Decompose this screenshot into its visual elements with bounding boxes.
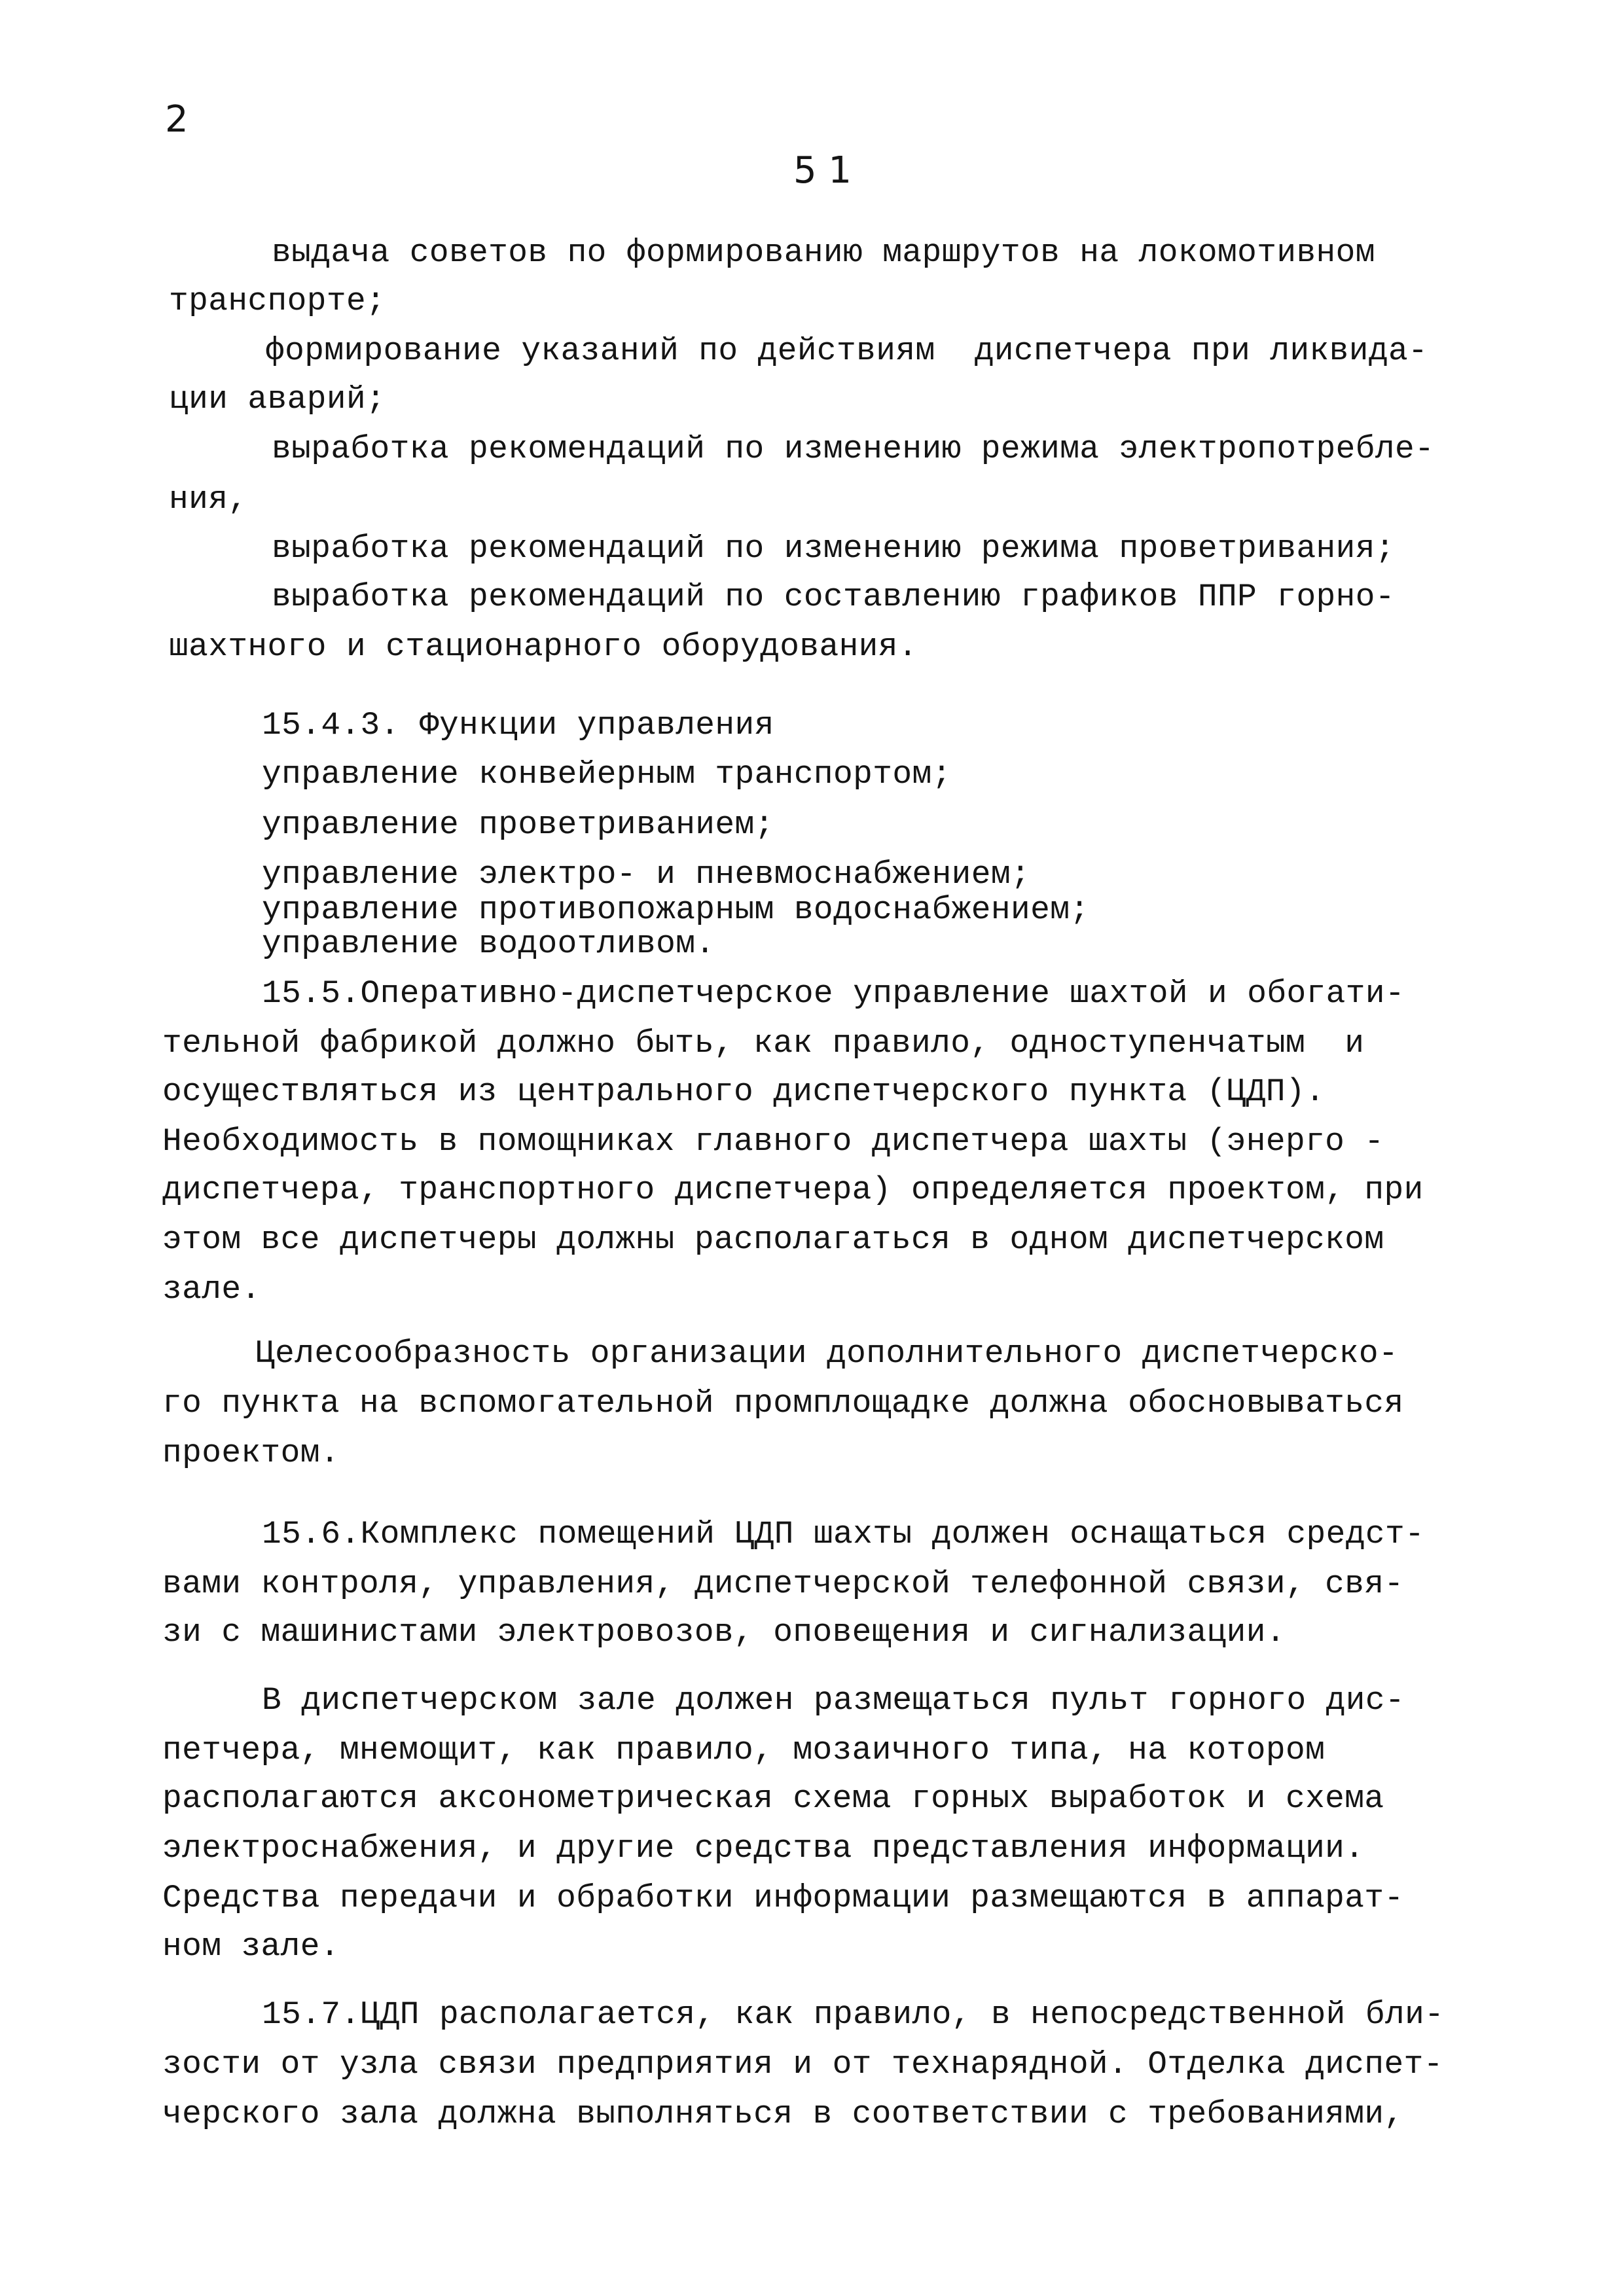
- text-line: зале.: [162, 1271, 261, 1308]
- text-line: управление электро- и пневмоснабжением;: [262, 856, 1031, 893]
- text-line: тельной фабрикой должно быть, как правило, одноступенчатым и: [162, 1025, 1365, 1062]
- text-line: Средства передачи и обработки информации размещаются в аппарат-: [162, 1880, 1404, 1916]
- text-line: 15.6.Комплекс помещений ЦДП шахты должен оснащаться средст-: [262, 1516, 1425, 1552]
- text-line: осуществляться из центрального диспетчерского пункта (ЦДП).: [162, 1073, 1326, 1110]
- text-line: ции аварий;: [169, 381, 386, 418]
- text-line: вами контроля, управления, диспетчерской телефонной связи, свя-: [162, 1566, 1404, 1602]
- text-line: выработка рекомендаций по составлению графиков ППР горно-: [272, 579, 1395, 615]
- text-line: шахтного и стационарного оборудования.: [169, 628, 918, 665]
- text-line: выдача советов по формированию маршрутов на локомотивном: [272, 234, 1375, 271]
- text-line: выработка рекомендаций по изменению режима проветривания;: [272, 530, 1395, 567]
- text-line: проектом.: [162, 1435, 340, 1471]
- text-line: ния,: [169, 481, 248, 518]
- text-line: управление противопожарным водоснабжением;: [262, 891, 1090, 928]
- text-line: диспетчера, транспортного диспетчера) определяется проектом, при: [162, 1172, 1424, 1208]
- text-line: транспорте;: [169, 283, 386, 319]
- text-line: ном зале.: [162, 1928, 340, 1965]
- page-number: 2: [165, 98, 189, 141]
- section-heading: 15.4.3. Функции управления: [262, 707, 774, 744]
- text-line: Целесообразность организации дополнительного диспетчерско-: [255, 1335, 1399, 1372]
- text-line: зи с машинистами электровозов, оповещения и сигнализации.: [162, 1614, 1286, 1651]
- text-line: го пункта на вспомогательной промплощадке должна обосновываться: [162, 1385, 1404, 1422]
- text-line: управление проветриванием;: [262, 806, 774, 843]
- text-line: управление водоотливом.: [262, 925, 715, 962]
- text-line: петчера, мнемощит, как правило, мозаичного типа, на котором: [162, 1732, 1326, 1768]
- text-line: 15.5.Оперативно-диспетчерское управление шахтой и обогати-: [262, 975, 1405, 1012]
- text-line: этом все диспетчеры должны располагаться в одном диспетчерском: [162, 1221, 1384, 1258]
- text-line: управление конвейерным транспортом;: [262, 756, 952, 793]
- text-line: черского зала должна выполняться в соответствии с требованиями,: [162, 2096, 1404, 2132]
- text-line: Необходимость в помощниках главного диспетчера шахты (энерго -: [162, 1123, 1384, 1160]
- text-line: электроснабжения, и другие средства представления информации.: [162, 1830, 1365, 1867]
- text-line: располагаются аксонометрическая схема горных выработок и схема: [162, 1780, 1384, 1817]
- text-line: выработка рекомендаций по изменению режима электропотребле-: [272, 431, 1435, 467]
- text-line: 15.7.ЦДП располагается, как правило, в непосредственной бли-: [262, 1996, 1445, 2033]
- text-line: формирование указаний по действиям диспетчера при ликвида-: [265, 332, 1428, 369]
- text-line: В диспетчерском зале должен размещаться пульт горного дис-: [262, 1682, 1405, 1719]
- text-line: зости от узла связи предприятия и от технарядной. Отделка диспет-: [162, 2046, 1443, 2083]
- sheet-number: 5 1: [793, 149, 852, 192]
